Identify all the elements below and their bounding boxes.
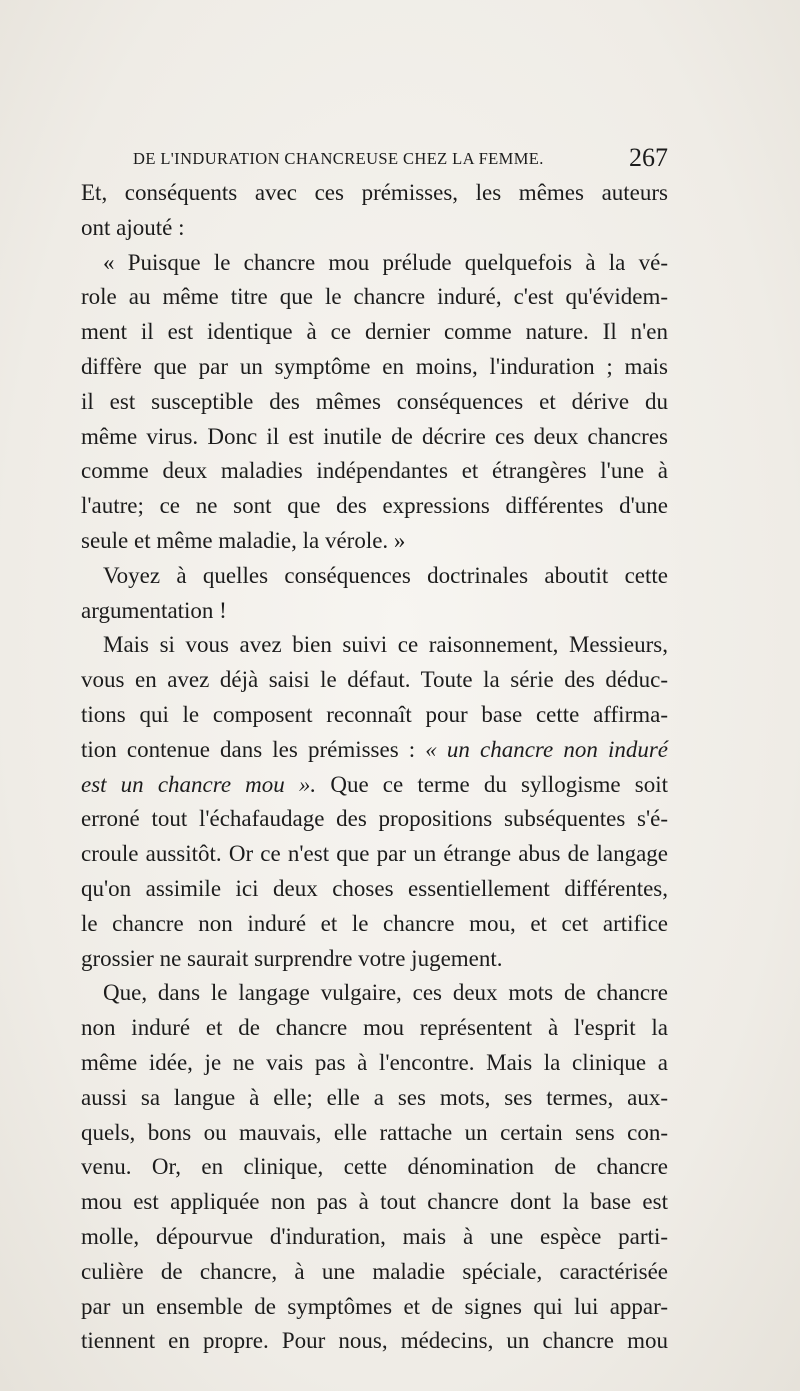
text-line: Et, conséquents avec ces prémisses, les mêmes auteurs — [81, 180, 668, 205]
text-line: aussi sa langue à elle; elle a ses mots, ses termes, aux- — [81, 1084, 668, 1110]
text-line: Mais si vous avez bien suivi ce raisonnement, Messieurs, — [103, 632, 668, 658]
text-line: « Puisque le chancre mou prélude quelquefois à la vé- — [103, 249, 668, 275]
italic-segment: est un chancre mou ». — [81, 771, 317, 797]
text-line: comme deux maladies indépendantes et étrangères l'une à — [81, 458, 668, 484]
text-line: argumentation ! — [81, 597, 227, 623]
text-line: quels, bons ou mauvais, elle rattache un certain sens con- — [81, 1119, 668, 1145]
text-line: il est susceptible des mêmes conséquences et dérive du — [81, 388, 668, 414]
italic-segment: « un chancre non induré — [425, 736, 669, 762]
text-line: le chancre non induré et le chancre mou, et cet artifice — [81, 910, 668, 936]
text-line: croule aussitôt. Or ce n'est que par un étrange abus de langage — [81, 841, 668, 867]
text-line-mixed — [81, 768, 668, 803]
text-line: qu'on assimile ici deux choses essentiellement différentes, — [81, 875, 668, 901]
text-line: role au même titre que le chancre induré, c'est qu'évidem- — [81, 284, 668, 310]
text-line-mixed — [81, 733, 668, 768]
text-line: venu. Or, en clinique, cette dénomination de chancre — [81, 1154, 668, 1180]
text-line: ment il est identique à ce dernier comme nature. Il n'en — [81, 319, 668, 345]
text-line: l'autre; ce ne sont que des expressions différentes d'une — [81, 493, 668, 519]
text-line: Que, dans le langage vulgaire, ces deux mots de chancre — [103, 980, 668, 1006]
text-line: tions qui le composent reconnaît pour base cette affirma- — [81, 701, 668, 727]
text-segment: tion contenue dans les prémisses : — [81, 736, 416, 762]
text-line: grossier ne saurait surprendre votre jugement. — [81, 945, 503, 971]
text-line: même virus. Donc il est inutile de décrire ces deux chancres — [81, 423, 668, 449]
text-segment: Que ce terme du syllogisme soit — [330, 771, 669, 797]
text-line: molle, dépourvue d'induration, mais à une espèce parti- — [81, 1223, 668, 1249]
text-line: non induré et de chancre mou représentent à l'esprit la — [81, 1015, 668, 1041]
text-line: ont ajouté : — [81, 214, 185, 240]
text-line: Voyez à quelles conséquences doctrinales aboutit cette — [103, 562, 668, 588]
text-line: vous en avez déjà saisi le défaut. Toute la série des déduc- — [81, 667, 668, 693]
running-head — [133, 143, 668, 173]
text-line: par un ensemble de symptômes et de signes qui lui appar- — [81, 1293, 668, 1319]
body-text — [81, 176, 668, 1359]
text-line: mou est appliquée non pas à tout chancre dont la base est — [81, 1189, 668, 1215]
text-line: erroné tout l'échafaudage des propositions subséquentes s'é- — [81, 806, 668, 832]
running-title: DE L'INDURATION CHANCREUSE CHEZ LA FEMME. — [133, 149, 544, 168]
page-number: 267 — [629, 143, 668, 172]
text-line: seule et même maladie, la vérole. » — [81, 527, 406, 553]
text-line: même idée, je ne vais pas à l'encontre. Mais la clinique a — [81, 1049, 668, 1075]
text-line: culière de chancre, à une maladie spéciale, caractérisée — [81, 1258, 668, 1284]
text-line: diffère que par un symptôme en moins, l'induration ; mais — [81, 353, 668, 379]
text-line: tiennent en propre. Pour nous, médecins, un chancre mou — [81, 1328, 668, 1354]
